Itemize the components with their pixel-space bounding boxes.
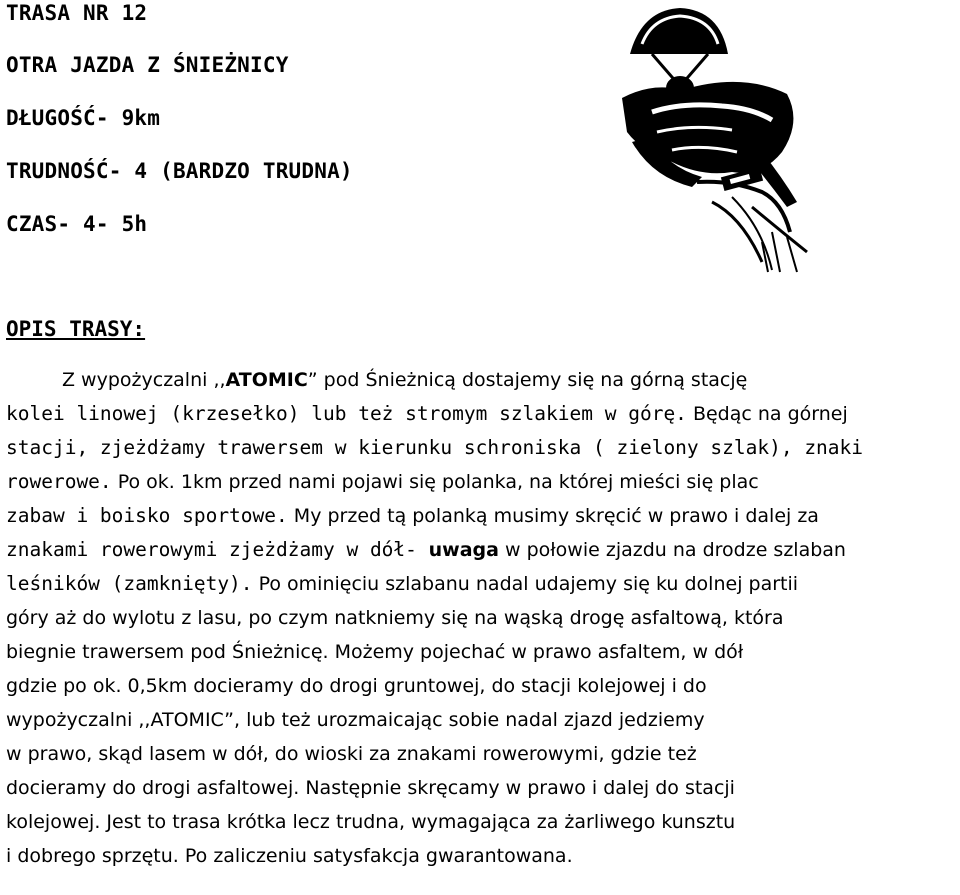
description-line-13: docieramy do drogi asfaltowej. Następnie skręcamy w prawo i dalej do stacji	[6, 777, 735, 799]
description-line-2: kolei linowej (krzesełko) lub też stromym szlakiem w górę. Będąc na górnej	[6, 402, 848, 425]
description-line-4: rowerowe. Po ok. 1km przed nami pojawi się polanka, na której mieści się plac	[6, 470, 759, 493]
description-line-1: Z wypożyczalni ,,ATOMIC” pod Śnieżnicą dostajemy się na górną stację	[62, 369, 748, 391]
route-length: DŁUGOŚĆ- 9km	[6, 106, 161, 130]
route-name: OTRA JAZDA Z ŚNIEŻNICY	[6, 53, 289, 77]
description-line-12: w prawo, skąd lasem w dół, do wioski za znakami rowerowymi, gdzie też	[6, 743, 697, 765]
description-line-7: leśników (zamknięty). Po ominięciu szlabanu nadal udajemy się ku dolnej partii	[6, 572, 799, 595]
description-line-10: gdzie po ok. 0,5km docieramy do drogi gruntowej, do stacji kolejowej i do	[6, 675, 707, 697]
description-line-5: zabaw i boisko sportowe. My przed tą polanką musimy skręcić w prawo i dalej za	[6, 504, 819, 527]
route-difficulty: TRUDNOŚĆ- 4 (BARDZO TRUDNA)	[6, 159, 353, 183]
description-line-9: biegnie trawersem pod Śnieżnicę. Możemy pojechać w prawo asfaltem, w dół	[6, 641, 744, 663]
description-line-15: i dobrego sprzętu. Po zaliczeniu satysfakcja gwarantowana.	[6, 845, 573, 867]
description-line-14: kolejowej. Jest to trasa krótka lecz trudna, wymagająca za żarliwego kunsztu	[6, 811, 736, 833]
cyclist-illustration	[612, 2, 812, 274]
route-time: CZAS- 4- 5h	[6, 212, 148, 236]
description-line-6: znakami rowerowymi zjeżdżamy w dół- uwaga w połowie zjazdu na drodze szlaban	[6, 538, 846, 561]
description-line-11: wypożyczalni ,,ATOMIC”, lub też urozmaicając sobie nadal zjazd jedziemy	[6, 709, 705, 731]
route-number: TRASA NR 12	[6, 1, 148, 25]
description-line-3: stacji, zjeżdżamy trawersem w kierunku schroniska ( zielony szlak), znaki	[6, 436, 864, 459]
description-line-8: góry aż do wylotu z lasu, po czym natkniemy się na wąską drogę asfaltową, która	[6, 607, 784, 629]
description-heading: OPIS TRASY:	[6, 317, 146, 341]
